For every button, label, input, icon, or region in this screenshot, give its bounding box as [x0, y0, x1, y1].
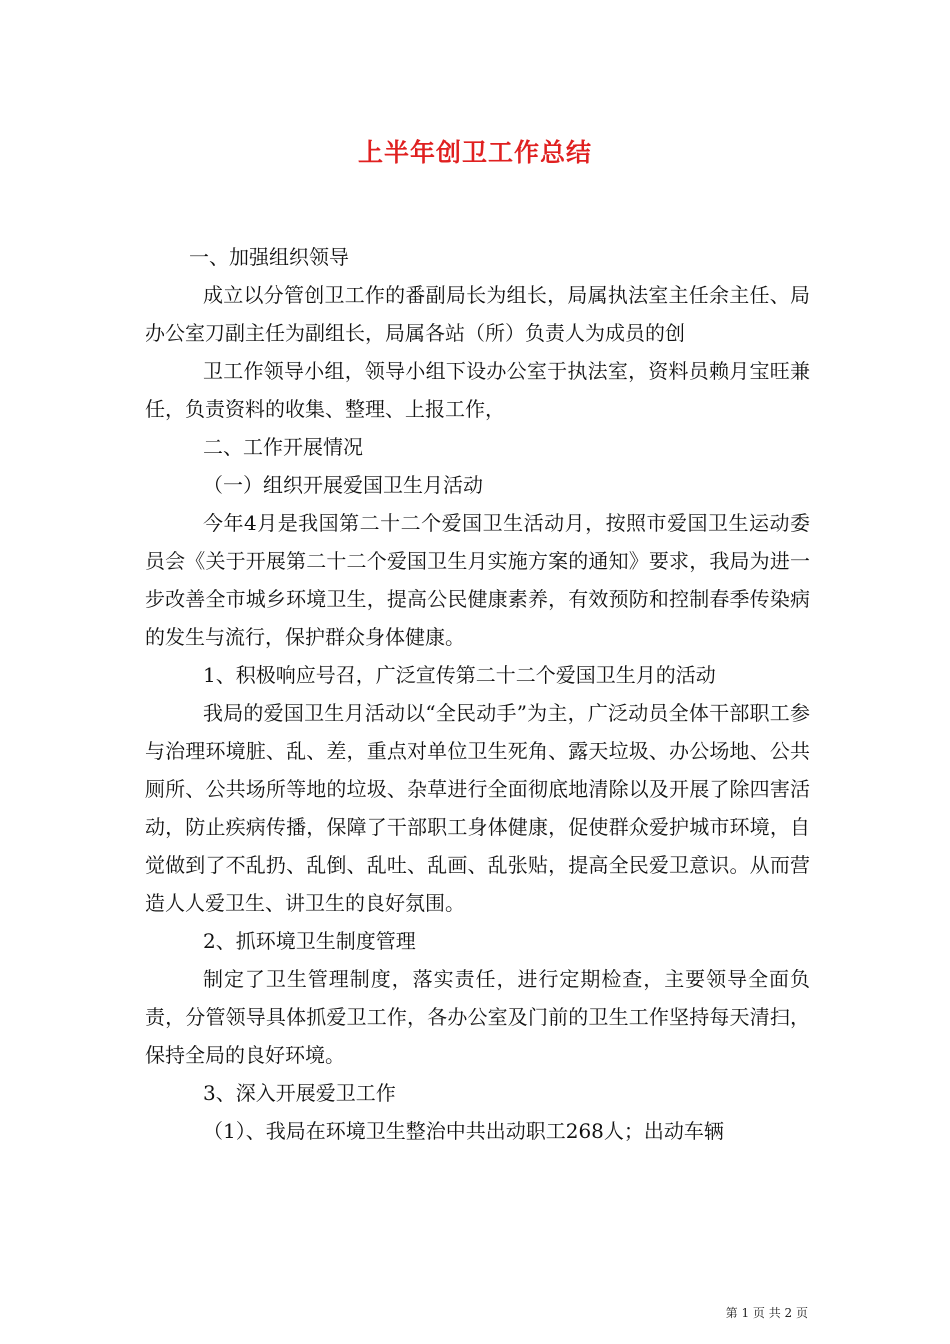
page-number: 第 1 页 共 2 页	[725, 1306, 808, 1320]
section-heading-2: 二、工作开展情况	[203, 435, 363, 459]
document-title: 上半年创卫工作总结	[357, 138, 592, 167]
section-heading-1: 一、加强组织领导	[189, 245, 349, 269]
paragraph-5: 制定了卫生管理制度，落实责任，进行定期检查，主要领导全面负责，分管领导具体抓爱卫工作，各办公室及门前的卫生工作坚持每天清扫，保持全局的良好环境。	[145, 967, 810, 1067]
item-heading-1: 1、积极响应号召，广泛宣传第二十二个爱国卫生月的活动	[203, 663, 716, 687]
item-heading-3: 3、深入开展爱卫工作	[203, 1081, 396, 1105]
paragraph-3: 今年4月是我国第二十二个爱国卫生活动月，按照市爱国卫生运动委员会《关于开展第二十二个爱国卫生月实施方案的通知》要求，我局为进一步改善全市城乡环境卫生，提高公民健康素养，有效预防和控制春季传染病的发生与流行，保护群众身体健康。	[145, 511, 810, 649]
paragraph-1: 成立以分管创卫工作的番副局长为组长，局属执法室主任余主任、局办公室刀副主任为副组长，局属各站（所）负责人为成员的创	[145, 283, 810, 345]
item-heading-2: 2、抓环境卫生制度管理	[203, 929, 416, 953]
paragraph-6: （1）、我局在环境卫生整治中共出动职工268人；出动车辆	[203, 1119, 724, 1143]
paragraph-2: 卫工作领导小组，领导小组下设办公室于执法室，资料员赖月宝旺兼任，负责资料的收集、整理、上报工作，	[145, 359, 810, 421]
subsection-heading-1: （一）组织开展爱国卫生月活动	[203, 473, 483, 497]
document-body	[145, 238, 810, 1150]
paragraph-4: 我局的爱国卫生月活动以“全民动手”为主，广泛动员全体干部职工参与治理环境脏、乱、差，重点对单位卫生死角、露天垃圾、办公场地、公共厕所、公共场所等地的垃圾、杂草进行全面彻底地清除以及开展了除四害活动，防止疾病传播，保障了干部职工身体健康，促使群众爱护城市环境，自觉做到了不乱扔、乱倒、乱吐、乱画、乱张贴，提高全民爱卫意识。从而营造人人爱卫生、讲卫生的良好氛围。	[145, 701, 810, 915]
